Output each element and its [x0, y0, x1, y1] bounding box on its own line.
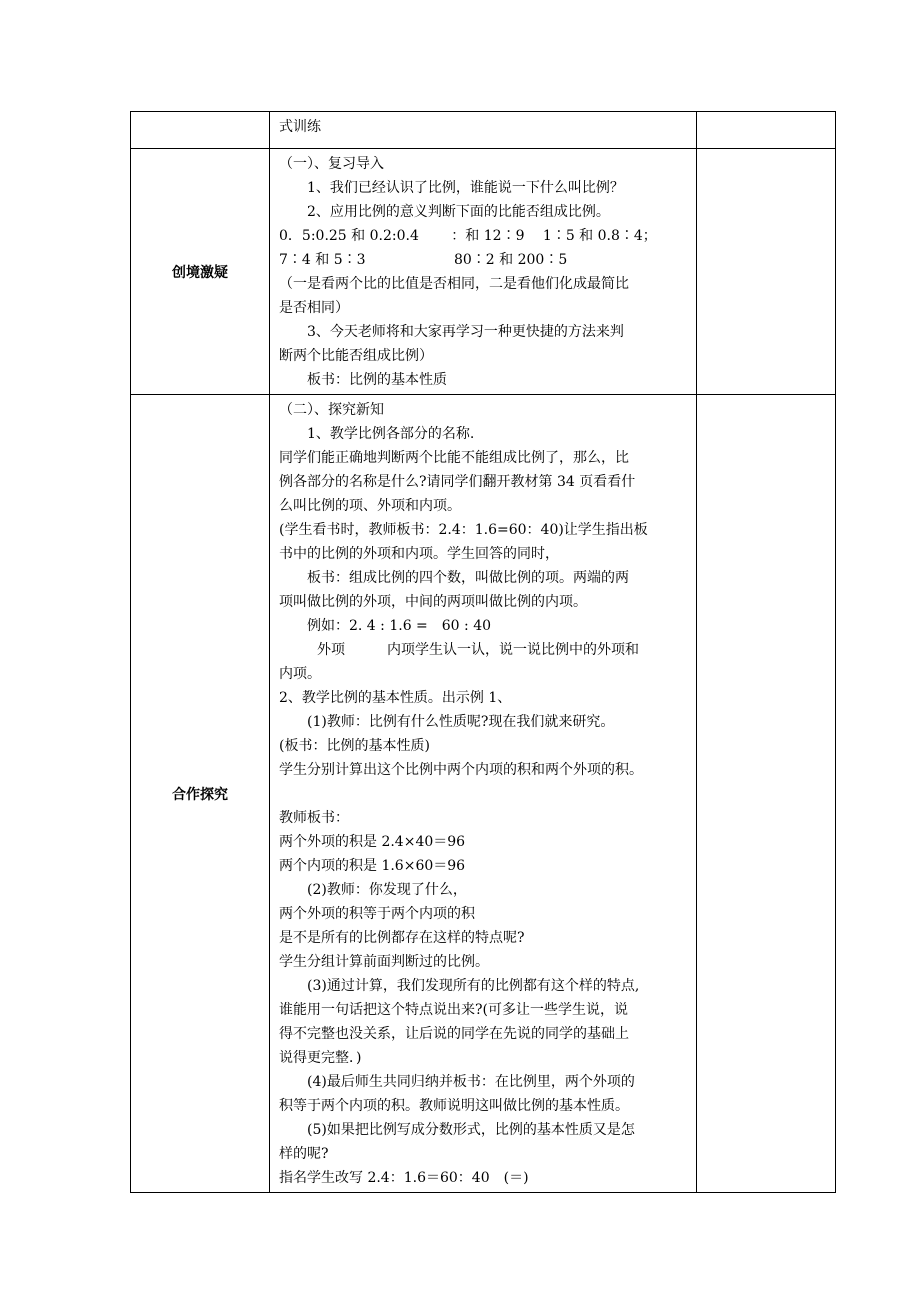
row3-line: 得不完整也没关系，让后说的同学在先说的同学的基础上: [279, 1026, 629, 1042]
row3-line: (3)通过计算，我们发现所有的比例都有这个样的特点,: [307, 978, 640, 994]
row3-line: 么叫比例的项、外项和内项。: [279, 498, 461, 514]
row3-line: 内项。: [279, 666, 321, 682]
row3-line: 样的呢?: [279, 1146, 329, 1162]
row3-line: 书中的比例的外项和内项。学生回答的同时，: [279, 546, 559, 562]
row3-label: 合作探究: [131, 395, 270, 1193]
row1-label-cell: [131, 112, 270, 149]
row2-line: 板书：比例的基本性质: [307, 372, 447, 388]
row3-line: 例各部分的名称是什么?请同学们翻开教材第 34 页看看什: [279, 474, 636, 490]
row3-line: 外项 内项学生认一认，说一说比例中的外项和: [317, 642, 639, 658]
row1-notes-cell: [697, 112, 836, 149]
row1-text: 式训练: [279, 119, 321, 135]
row2-line: 0．5:0.25 和 0.2:0.4 ：和 12∶9 1∶5 和 0.8∶4；: [279, 228, 657, 244]
row1-content-cell: [270, 112, 697, 149]
row2-line: 3、今天老师将和大家再学习一种更快捷的方法来判: [307, 324, 624, 340]
row3-line: (4)最后师生共同归纳并板书：在比例里，两个外项的: [307, 1074, 635, 1090]
row3-line: (5)如果把比例写成分数形式，比例的基本性质又是怎: [307, 1122, 635, 1138]
row3-line: 是不是所有的比例都存在这样的特点呢?: [279, 930, 525, 946]
row3-line: 板书：组成比例的四个数，叫做比例的项。两端的两: [307, 570, 629, 586]
row3-line: (1)教师：比例有什么性质呢?现在我们就来研究。: [307, 714, 615, 730]
row2-line: （一）、复习导入: [279, 156, 384, 172]
row3-line: (学生看书时，教师板书：2.4：1.6=60：40)让学生指出板: [279, 522, 648, 538]
row-context: [131, 149, 836, 395]
row3-line: (板书：比例的基本性质): [279, 738, 430, 754]
row3-line: 1、教学比例各部分的名称.: [307, 426, 475, 442]
row3-line: 同学们能正确地判断两个比能不能组成比例了，那么，比: [279, 450, 629, 466]
row3-line: (2)教师：你发现了什么，: [307, 882, 467, 898]
row3-line: 教师板书：: [279, 810, 349, 826]
row2-notes-cell: [697, 149, 836, 395]
row3-line: 学生分别计算出这个比例中两个内项的积和两个外项的积。: [279, 762, 643, 778]
lesson-plan-table: [130, 111, 836, 1193]
row2-line: 7∶4 和 5∶3 80∶2 和 200∶5: [279, 252, 568, 268]
row3-line: 指名学生改写 2.4：1.6＝60：40 (＝): [279, 1170, 529, 1186]
row2-line: 2、应用比例的意义判断下面的比能否组成比例。: [307, 204, 610, 220]
row2-label: 创境激疑: [131, 149, 270, 395]
row3-blank-line: [279, 782, 692, 806]
row3-line: 项叫做比例的外项，中间的两项叫做比例的内项。: [279, 594, 587, 610]
row3-notes-cell: [697, 395, 836, 1193]
row3-line: 两个内项的积是 1.6×60＝96: [279, 858, 466, 874]
row3-line: 学生分组计算前面判断过的比例。: [279, 954, 489, 970]
row2-content-cell: [270, 149, 697, 395]
row3-line: （二）、探究新知: [279, 402, 384, 418]
row3-line: 2、教学比例的基本性质。出示例 1、: [279, 690, 512, 706]
row3-content-cell: [270, 395, 697, 1193]
row2-line: （一是看两个比的比值是否相同，二是看他们化成最简比: [279, 276, 629, 292]
row3-line: 两个外项的积是 2.4×40＝96: [279, 834, 466, 850]
row3-line: 两个外项的积等于两个内项的积: [279, 906, 475, 922]
row2-line: 是否相同）: [279, 300, 349, 316]
row3-line: 说得更完整．): [279, 1050, 362, 1066]
row3-line: 积等于两个内项的积。教师说明这叫做比例的基本性质。: [279, 1098, 629, 1114]
row3-line: 例如：2. 4 : 1.6 = 60 : 40: [307, 618, 492, 634]
row2-line: 断两个比能否组成比例）: [279, 348, 433, 364]
row2-line: 1、我们已经认识了比例，谁能说一下什么叫比例？: [307, 180, 624, 196]
row-explore: [131, 395, 836, 1193]
row-practice: [131, 112, 836, 149]
row3-line: 谁能用一句话把这个特点说出来?(可多让一些学生说，说: [279, 1002, 628, 1018]
